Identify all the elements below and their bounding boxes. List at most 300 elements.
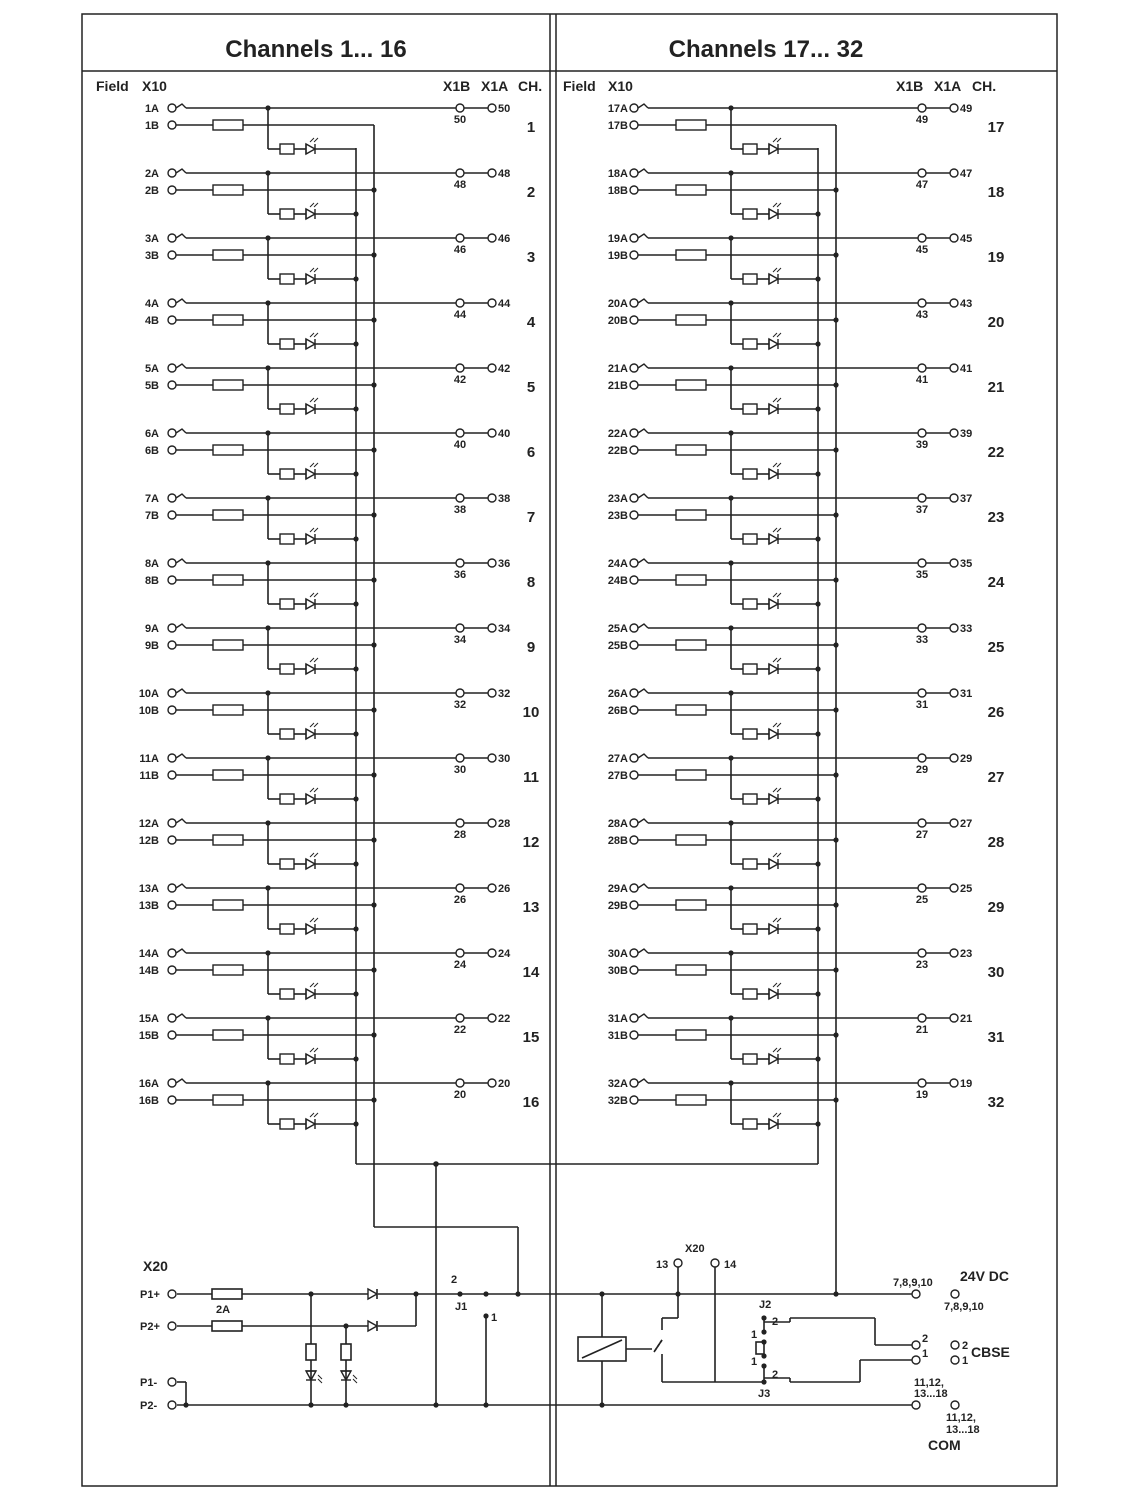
led-resistor bbox=[743, 274, 757, 284]
terminal-a-node bbox=[630, 689, 638, 697]
switch-contact bbox=[176, 559, 186, 563]
led-resistor bbox=[743, 1119, 757, 1129]
x1b-node bbox=[918, 884, 926, 892]
jumper-pin-dot bbox=[483, 1313, 488, 1318]
terminal-a-label: 25A bbox=[607, 623, 628, 635]
led-resistor bbox=[280, 404, 294, 414]
terminal-a-label: 4A bbox=[144, 298, 159, 310]
x1a-pin-label: 39 bbox=[960, 428, 973, 440]
power-terminal-node bbox=[951, 1290, 959, 1298]
led-resistor bbox=[280, 794, 294, 804]
x1b-pin-label: 33 bbox=[915, 634, 929, 646]
switch-contact bbox=[638, 884, 648, 888]
terminal-b-label: 14B bbox=[138, 965, 159, 977]
right-x1b-header: X1B bbox=[896, 78, 924, 94]
led-resistor bbox=[280, 144, 294, 154]
x1b-node bbox=[918, 104, 926, 112]
channel-12 bbox=[139, 818, 540, 869]
led-icon bbox=[769, 1048, 781, 1064]
com-top-line2: 13...18 bbox=[914, 1388, 948, 1400]
terminal-a-label: 26A bbox=[607, 688, 628, 700]
terminal-a-label: 11A bbox=[139, 753, 159, 765]
switch-contact bbox=[638, 364, 648, 368]
p1plus-label: P1+ bbox=[140, 1289, 160, 1301]
channel-8 bbox=[145, 558, 535, 609]
cbse-out1-label: 1 bbox=[962, 1355, 969, 1367]
power-terminal-node bbox=[912, 1356, 920, 1364]
channel-32 bbox=[608, 1078, 1005, 1129]
led-icon bbox=[306, 333, 318, 349]
led-icon bbox=[306, 138, 318, 154]
x1a-node bbox=[950, 494, 958, 502]
channel-number: 21 bbox=[987, 379, 1005, 396]
x1a-pin-label: 41 bbox=[960, 363, 973, 375]
x1b-node bbox=[918, 299, 926, 307]
x1a-pin-label: 30 bbox=[498, 753, 511, 765]
led-resistor bbox=[280, 729, 294, 739]
led-icon bbox=[306, 398, 318, 414]
x1a-pin-label: 46 bbox=[498, 233, 511, 245]
channel-20 bbox=[608, 298, 1005, 349]
power-terminal-node bbox=[951, 1401, 959, 1409]
terminal-b-label: 26B bbox=[607, 705, 628, 717]
fuse bbox=[676, 900, 706, 910]
terminal-a-node bbox=[630, 104, 638, 112]
x1b-node bbox=[918, 754, 926, 762]
led-icon bbox=[769, 268, 781, 284]
led-icon bbox=[769, 398, 781, 414]
terminal-a-node bbox=[630, 754, 638, 762]
terminal-b-node bbox=[168, 771, 176, 779]
x1b-pin-label: 45 bbox=[915, 244, 929, 256]
terminal-b-node bbox=[168, 836, 176, 844]
channel-number: 4 bbox=[526, 314, 536, 331]
led-icon bbox=[769, 463, 781, 479]
fuse bbox=[213, 445, 243, 455]
switch-contact bbox=[638, 1014, 648, 1018]
led-resistor bbox=[743, 729, 757, 739]
x1b-pin-label: 48 bbox=[453, 179, 467, 191]
switch-contact bbox=[176, 104, 186, 108]
channel-number: 23 bbox=[987, 509, 1005, 526]
x1a-pin-label: 50 bbox=[498, 103, 511, 115]
terminal-b-label: 22B bbox=[607, 445, 628, 457]
x1b-pin-label: 28 bbox=[453, 829, 467, 841]
x1a-node bbox=[488, 1079, 496, 1087]
power-terminal-node bbox=[912, 1401, 920, 1409]
terminal-b-node bbox=[630, 446, 638, 454]
led-resistor bbox=[280, 274, 294, 284]
x1b-node bbox=[918, 234, 926, 242]
fuse bbox=[213, 1030, 243, 1040]
led-icon bbox=[769, 658, 781, 674]
terminal-b-node bbox=[168, 1096, 176, 1104]
terminal-a-label: 30A bbox=[607, 948, 628, 960]
led-resistor bbox=[280, 664, 294, 674]
x1a-node bbox=[950, 754, 958, 762]
channel-28 bbox=[608, 818, 1005, 869]
terminal-a-node bbox=[168, 624, 176, 632]
terminal-b-label: 19B bbox=[607, 250, 628, 262]
switch-contact bbox=[638, 299, 648, 303]
channel-24 bbox=[608, 558, 1005, 609]
terminal-a-label: 23A bbox=[607, 493, 628, 505]
led-resistor bbox=[743, 924, 757, 934]
switch-contact bbox=[638, 949, 648, 953]
power-junction-dot bbox=[483, 1402, 488, 1407]
terminal-a-node bbox=[630, 884, 638, 892]
led-icon bbox=[769, 528, 781, 544]
com-bot-line2: 13...18 bbox=[946, 1424, 980, 1436]
fuse bbox=[676, 315, 706, 325]
x1a-pin-label: 22 bbox=[498, 1013, 511, 1025]
terminal-b-label: 1B bbox=[144, 120, 159, 132]
terminal-b-node bbox=[168, 316, 176, 324]
x1b-pin-label: 30 bbox=[453, 764, 467, 776]
switch-contact bbox=[638, 494, 648, 498]
terminal-b-label: 15B bbox=[138, 1030, 159, 1042]
terminal-b-node bbox=[630, 511, 638, 519]
terminal-b-node bbox=[630, 121, 638, 129]
channel-number: 20 bbox=[987, 314, 1005, 331]
x1a-node bbox=[950, 559, 958, 567]
x1b-node bbox=[456, 624, 464, 632]
switch-contact bbox=[176, 819, 186, 823]
terminal-b-node bbox=[630, 641, 638, 649]
switch-contact bbox=[176, 689, 186, 693]
x1b-node bbox=[918, 169, 926, 177]
channel-number: 10 bbox=[522, 704, 540, 721]
channel-11 bbox=[139, 753, 539, 804]
x1b-node bbox=[918, 1079, 926, 1087]
x1a-pin-label: 26 bbox=[498, 883, 511, 895]
jumper-pin-dot bbox=[761, 1353, 766, 1358]
terminal-a-node bbox=[630, 234, 638, 242]
switch-contact bbox=[176, 364, 186, 368]
x1b-pin-label: 19 bbox=[915, 1089, 929, 1101]
right-field-header: Field bbox=[563, 78, 596, 94]
switch-contact bbox=[638, 1079, 648, 1083]
terminal-a-label: 16A bbox=[138, 1078, 159, 1090]
x1b-pin-label: 43 bbox=[915, 309, 929, 321]
x1b-node bbox=[918, 1014, 926, 1022]
com-label: COM bbox=[928, 1437, 961, 1453]
terminal-a-node bbox=[630, 429, 638, 437]
terminal-a-node bbox=[168, 949, 176, 957]
x1a-pin-label: 33 bbox=[960, 623, 973, 635]
terminal-b-label: 9B bbox=[144, 640, 159, 652]
led-resistor bbox=[743, 144, 757, 154]
x1a-node bbox=[950, 689, 958, 697]
x1b-node bbox=[456, 104, 464, 112]
fuse bbox=[213, 900, 243, 910]
power-terminal-node bbox=[912, 1290, 920, 1298]
x1b-node bbox=[456, 1079, 464, 1087]
x1a-pin-label: 24 bbox=[498, 948, 511, 960]
x1a-node bbox=[950, 1014, 958, 1022]
terminal-a-label: 9A bbox=[144, 623, 159, 635]
led-icon bbox=[306, 723, 318, 739]
fuse bbox=[213, 380, 243, 390]
power-junction-dot bbox=[515, 1291, 520, 1296]
p2plus-label: P2+ bbox=[140, 1321, 160, 1333]
left-x1a-header: X1A bbox=[481, 78, 509, 94]
terminal-a-label: 13A bbox=[138, 883, 159, 895]
channel-5 bbox=[145, 363, 535, 414]
x1b-pin-label: 36 bbox=[453, 569, 467, 581]
led-resistor bbox=[280, 339, 294, 349]
x1b-node bbox=[918, 494, 926, 502]
x1b-pin-label: 25 bbox=[915, 894, 929, 906]
x1a-node bbox=[488, 429, 496, 437]
terminal-b-label: 5B bbox=[144, 380, 159, 392]
com-top-line1: 11,12, bbox=[914, 1377, 944, 1389]
fuse bbox=[676, 1095, 706, 1105]
x1a-pin-label: 35 bbox=[960, 558, 973, 570]
channel-number: 26 bbox=[987, 704, 1005, 721]
switch-contact bbox=[176, 1079, 186, 1083]
x1a-pin-label: 42 bbox=[498, 363, 511, 375]
x1a-node bbox=[488, 624, 496, 632]
led-resistor bbox=[280, 209, 294, 219]
x1b-node bbox=[456, 1014, 464, 1022]
x1b-node bbox=[456, 884, 464, 892]
terminal-a-node bbox=[168, 1079, 176, 1087]
x1a-node bbox=[488, 494, 496, 502]
right-title: Channels 17... 32 bbox=[668, 36, 864, 63]
fuse bbox=[213, 705, 243, 715]
terminal-a-label: 31A bbox=[607, 1013, 628, 1025]
channel-7 bbox=[145, 493, 535, 544]
led-icon bbox=[769, 853, 781, 869]
terminal-b-label: 10B bbox=[138, 705, 159, 717]
x1a-pin-label: 23 bbox=[960, 948, 973, 960]
x1b-pin-label: 26 bbox=[453, 894, 467, 906]
led-icon bbox=[306, 918, 318, 934]
terminal-a-node bbox=[630, 364, 638, 372]
x1a-node bbox=[488, 949, 496, 957]
led-resistor bbox=[743, 664, 757, 674]
channel-number: 16 bbox=[522, 1094, 540, 1111]
x1a-pin-label: 29 bbox=[960, 753, 973, 765]
x1b-node bbox=[918, 559, 926, 567]
channel-number: 22 bbox=[987, 444, 1005, 461]
channel-number: 25 bbox=[987, 639, 1005, 656]
led-resistor bbox=[280, 469, 294, 479]
fuse bbox=[213, 120, 243, 130]
led-icon bbox=[769, 1113, 781, 1129]
switch-contact bbox=[176, 299, 186, 303]
x1a-pin-label: 34 bbox=[498, 623, 511, 635]
terminal-b-label: 30B bbox=[607, 965, 628, 977]
diode-icon bbox=[368, 1289, 377, 1299]
x1b-node bbox=[918, 949, 926, 957]
terminal-a-node bbox=[168, 754, 176, 762]
fuse bbox=[213, 965, 243, 975]
terminal-b-label: 29B bbox=[607, 900, 628, 912]
terminal-a-label: 15A bbox=[138, 1013, 159, 1025]
terminal-a-label: 3A bbox=[144, 233, 159, 245]
x1a-pin-label: 19 bbox=[960, 1078, 973, 1090]
power-section bbox=[177, 1267, 912, 1405]
led-resistor bbox=[743, 794, 757, 804]
bus-lines bbox=[356, 125, 836, 1405]
led-resistor bbox=[743, 469, 757, 479]
switch-contact bbox=[638, 819, 648, 823]
terminal-b-node bbox=[168, 446, 176, 454]
switch-contact bbox=[176, 884, 186, 888]
terminal-b-node bbox=[168, 186, 176, 194]
terminal-b-node bbox=[630, 1096, 638, 1104]
x1b-pin-label: 24 bbox=[453, 959, 467, 971]
switch-contact bbox=[176, 624, 186, 628]
terminal-b-node bbox=[630, 901, 638, 909]
x1a-node bbox=[488, 104, 496, 112]
terminal-a-label: 28A bbox=[607, 818, 628, 830]
cbse-in2-label: 2 bbox=[922, 1333, 929, 1345]
terminal-b-label: 32B bbox=[607, 1095, 628, 1107]
terminal-b-label: 7B bbox=[144, 510, 159, 522]
x1b-node bbox=[456, 234, 464, 242]
x1a-node bbox=[488, 234, 496, 242]
switch-contact bbox=[638, 689, 648, 693]
fuse bbox=[676, 705, 706, 715]
jumper-pin-dot bbox=[761, 1329, 766, 1334]
x1a-pin-label: 44 bbox=[498, 298, 511, 310]
terminal-b-node bbox=[168, 121, 176, 129]
fuse bbox=[213, 1095, 243, 1105]
terminal-b-label: 25B bbox=[607, 640, 628, 652]
terminal-a-label: 29A bbox=[607, 883, 628, 895]
x1a-pin-label: 31 bbox=[960, 688, 973, 700]
terminal-a-node bbox=[168, 104, 176, 112]
x1a-pin-label: 21 bbox=[960, 1013, 973, 1025]
x1a-node bbox=[488, 1014, 496, 1022]
x1b-pin-label: 32 bbox=[453, 699, 467, 711]
terminal-a-label: 21A bbox=[607, 363, 628, 375]
channel-21 bbox=[608, 363, 1005, 414]
channel-1 bbox=[145, 103, 535, 154]
channel-number: 1 bbox=[526, 119, 536, 136]
power-terminal-node bbox=[951, 1356, 959, 1364]
channel-number: 32 bbox=[987, 1094, 1005, 1111]
channel-18 bbox=[608, 168, 1005, 219]
led-icon bbox=[769, 918, 781, 934]
led-icon bbox=[306, 528, 318, 544]
switch-contact bbox=[638, 429, 648, 433]
channel-15 bbox=[139, 1013, 540, 1064]
x1a-node bbox=[950, 169, 958, 177]
power-junction-dot bbox=[413, 1291, 418, 1296]
channel-29 bbox=[608, 883, 1005, 934]
terminal-a-node bbox=[168, 559, 176, 567]
terminal-b-node bbox=[630, 966, 638, 974]
x1a-node bbox=[950, 234, 958, 242]
x1b-pin-label: 47 bbox=[915, 179, 929, 191]
x1b-node bbox=[456, 299, 464, 307]
left-x1b-header: X1B bbox=[443, 78, 471, 94]
led-icon bbox=[306, 1048, 318, 1064]
j3-pin2-label: 2 bbox=[772, 1369, 779, 1381]
terminal-b-label: 23B bbox=[607, 510, 628, 522]
power-junction-dot bbox=[433, 1402, 438, 1407]
power-led-icon bbox=[306, 1371, 322, 1383]
right-ch-header: CH. bbox=[972, 78, 997, 94]
fuse bbox=[676, 185, 706, 195]
terminal-b-label: 21B bbox=[607, 380, 628, 392]
channel-27 bbox=[608, 753, 1005, 804]
right-channel-group bbox=[608, 103, 1005, 1129]
channel-number: 27 bbox=[987, 769, 1005, 786]
bus-junction bbox=[433, 1161, 439, 1167]
terminal-a-label: 5A bbox=[144, 363, 159, 375]
channel-3 bbox=[145, 233, 535, 284]
led-icon bbox=[306, 1113, 318, 1129]
x1b-pin-label: 41 bbox=[915, 374, 929, 386]
x20-pin14-label: 14 bbox=[724, 1259, 737, 1271]
channel-19 bbox=[608, 233, 1005, 284]
x1b-node bbox=[456, 364, 464, 372]
power-led-icon bbox=[341, 1371, 357, 1383]
x1b-pin-label: 34 bbox=[453, 634, 467, 646]
channel-4 bbox=[145, 298, 536, 349]
power-junction-dot bbox=[761, 1379, 766, 1384]
x1a-pin-label: 47 bbox=[960, 168, 973, 180]
x1b-node bbox=[456, 169, 464, 177]
fuse bbox=[213, 185, 243, 195]
led-icon bbox=[306, 658, 318, 674]
x1b-node bbox=[918, 819, 926, 827]
channel-number: 9 bbox=[526, 639, 536, 656]
channel-number: 15 bbox=[522, 1029, 540, 1046]
channel-number: 31 bbox=[987, 1029, 1005, 1046]
power-junction-dot bbox=[343, 1402, 348, 1407]
j2-label: J2 bbox=[759, 1299, 772, 1311]
fuse bbox=[676, 575, 706, 585]
led-resistor bbox=[743, 339, 757, 349]
switch-contact bbox=[638, 624, 648, 628]
jumper-pin-dot bbox=[761, 1363, 766, 1368]
terminal-b-node bbox=[168, 1031, 176, 1039]
left-x10-header: X10 bbox=[142, 78, 167, 94]
v24-label: 24V DC bbox=[960, 1268, 1010, 1284]
channel-16 bbox=[139, 1078, 540, 1129]
x1a-node bbox=[950, 364, 958, 372]
fuse bbox=[213, 510, 243, 520]
cbse-out2-label: 2 bbox=[962, 1340, 969, 1352]
power-terminal-node bbox=[168, 1290, 176, 1298]
power-junction-dot bbox=[833, 1291, 838, 1296]
fuse bbox=[213, 835, 243, 845]
x1a-node bbox=[488, 169, 496, 177]
left-channel-group bbox=[139, 103, 540, 1129]
x1a-node bbox=[950, 299, 958, 307]
x1a-pin-label: 43 bbox=[960, 298, 973, 310]
terminal-a-node bbox=[168, 1014, 176, 1022]
channel-14 bbox=[139, 948, 540, 999]
switch-contact bbox=[176, 949, 186, 953]
power-junction-dot bbox=[761, 1315, 766, 1320]
x1b-node bbox=[456, 949, 464, 957]
terminal-b-label: 20B bbox=[607, 315, 628, 327]
terminal-a-label: 20A bbox=[607, 298, 628, 310]
channel-number: 19 bbox=[987, 249, 1005, 266]
x1a-pin-label: 25 bbox=[960, 883, 973, 895]
terminal-b-node bbox=[168, 251, 176, 259]
switch-contact bbox=[176, 1014, 186, 1018]
x1a-node bbox=[950, 429, 958, 437]
channel-number: 17 bbox=[987, 119, 1005, 136]
